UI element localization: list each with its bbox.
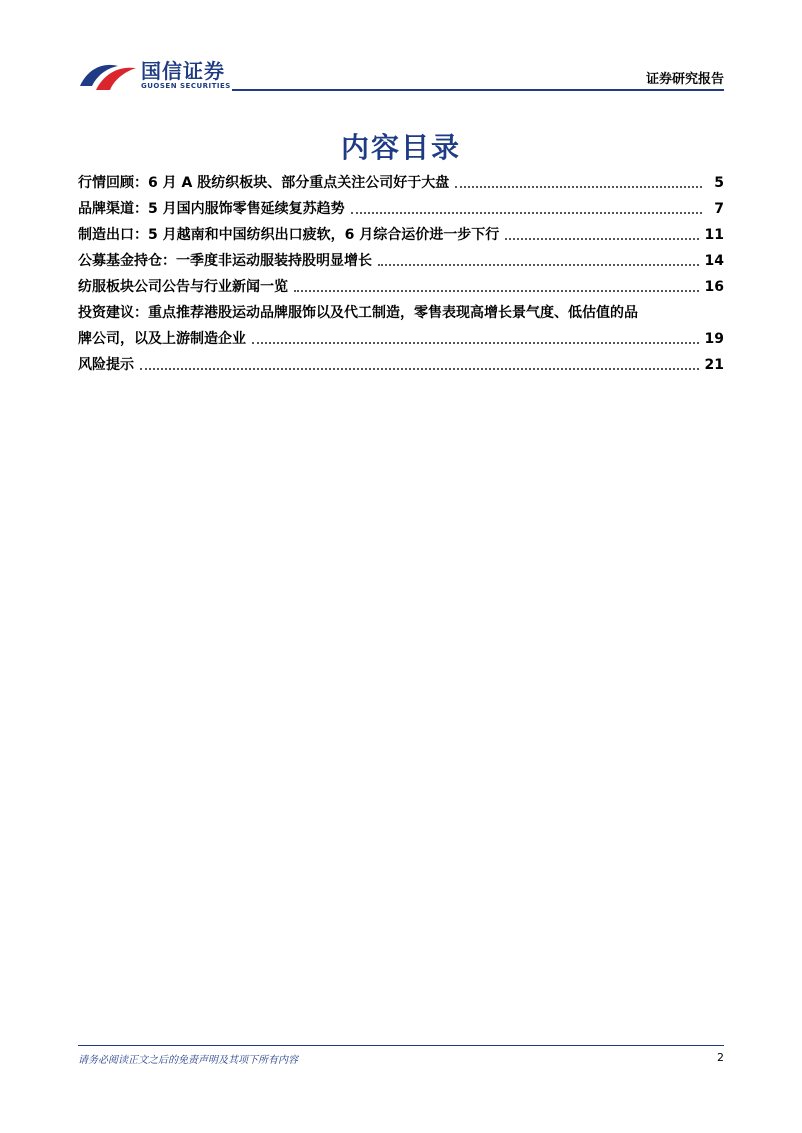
toc-entry-label: 风险提示 (78, 357, 134, 373)
report-type-label: 证券研究报告 (645, 72, 724, 87)
toc-entry[interactable] (78, 274, 724, 300)
dot-leader (252, 341, 699, 344)
toc-entry[interactable] (78, 222, 724, 248)
company-logo (78, 52, 231, 100)
dot-leader (505, 237, 698, 240)
toc-entry-page: 16 (704, 279, 724, 295)
toc-entry[interactable] (78, 196, 724, 222)
dot-leader (455, 185, 702, 188)
guosen-logo-icon (78, 56, 138, 96)
toc-entry-page: 19 (704, 331, 724, 347)
toc-entry-label: 行情回顾：6 月 A 股纺织板块、部分重点关注公司好于大盘 (78, 175, 450, 191)
toc-entry[interactable] (78, 170, 724, 196)
toc-entry-label-continued: 牌公司，以及上游制造企业 (78, 331, 246, 347)
toc-entry-label: 公募基金持仓：一季度非运动服装持股明显增长 (78, 253, 372, 269)
dot-leader (294, 289, 699, 292)
toc-title: 内容目录 (340, 131, 461, 164)
toc-entry[interactable] (78, 300, 724, 352)
logo-text-cn: 国信证券 (141, 59, 225, 83)
toc-entry[interactable] (78, 248, 724, 274)
footer-divider (78, 1045, 724, 1046)
toc-entry-page: 21 (704, 357, 724, 373)
dot-leader (351, 211, 702, 214)
toc-entry-page: 7 (714, 201, 724, 217)
logo-text-en: GUOSEN SECURITIES (141, 82, 231, 90)
footer-disclaimer: 请务必阅读正文之后的免责声明及其项下所有内容 (78, 1055, 298, 1066)
toc-entry-page: 5 (714, 175, 724, 191)
toc-entry-page: 11 (704, 227, 724, 243)
toc-entry-label: 制造出口：5 月越南和中国纺织出口疲软，6 月综合运价进一步下行 (78, 227, 500, 243)
dot-leader (140, 367, 699, 370)
toc-entry-label: 纺服板块公司公告与行业新闻一览 (78, 279, 288, 295)
page-number: 2 (717, 1051, 724, 1064)
toc-entry-label: 投资建议：重点推荐港股运动品牌服饰以及代工制造，零售表现高增长景气度、低估值的品 (78, 305, 638, 321)
toc-entry-page: 14 (704, 253, 724, 269)
header-divider (232, 89, 724, 91)
toc-entry-label: 品牌渠道：5 月国内服饰零售延续复苏趋势 (78, 201, 345, 217)
toc-entry[interactable] (78, 352, 724, 378)
dot-leader (378, 263, 699, 266)
table-of-contents (78, 170, 724, 378)
